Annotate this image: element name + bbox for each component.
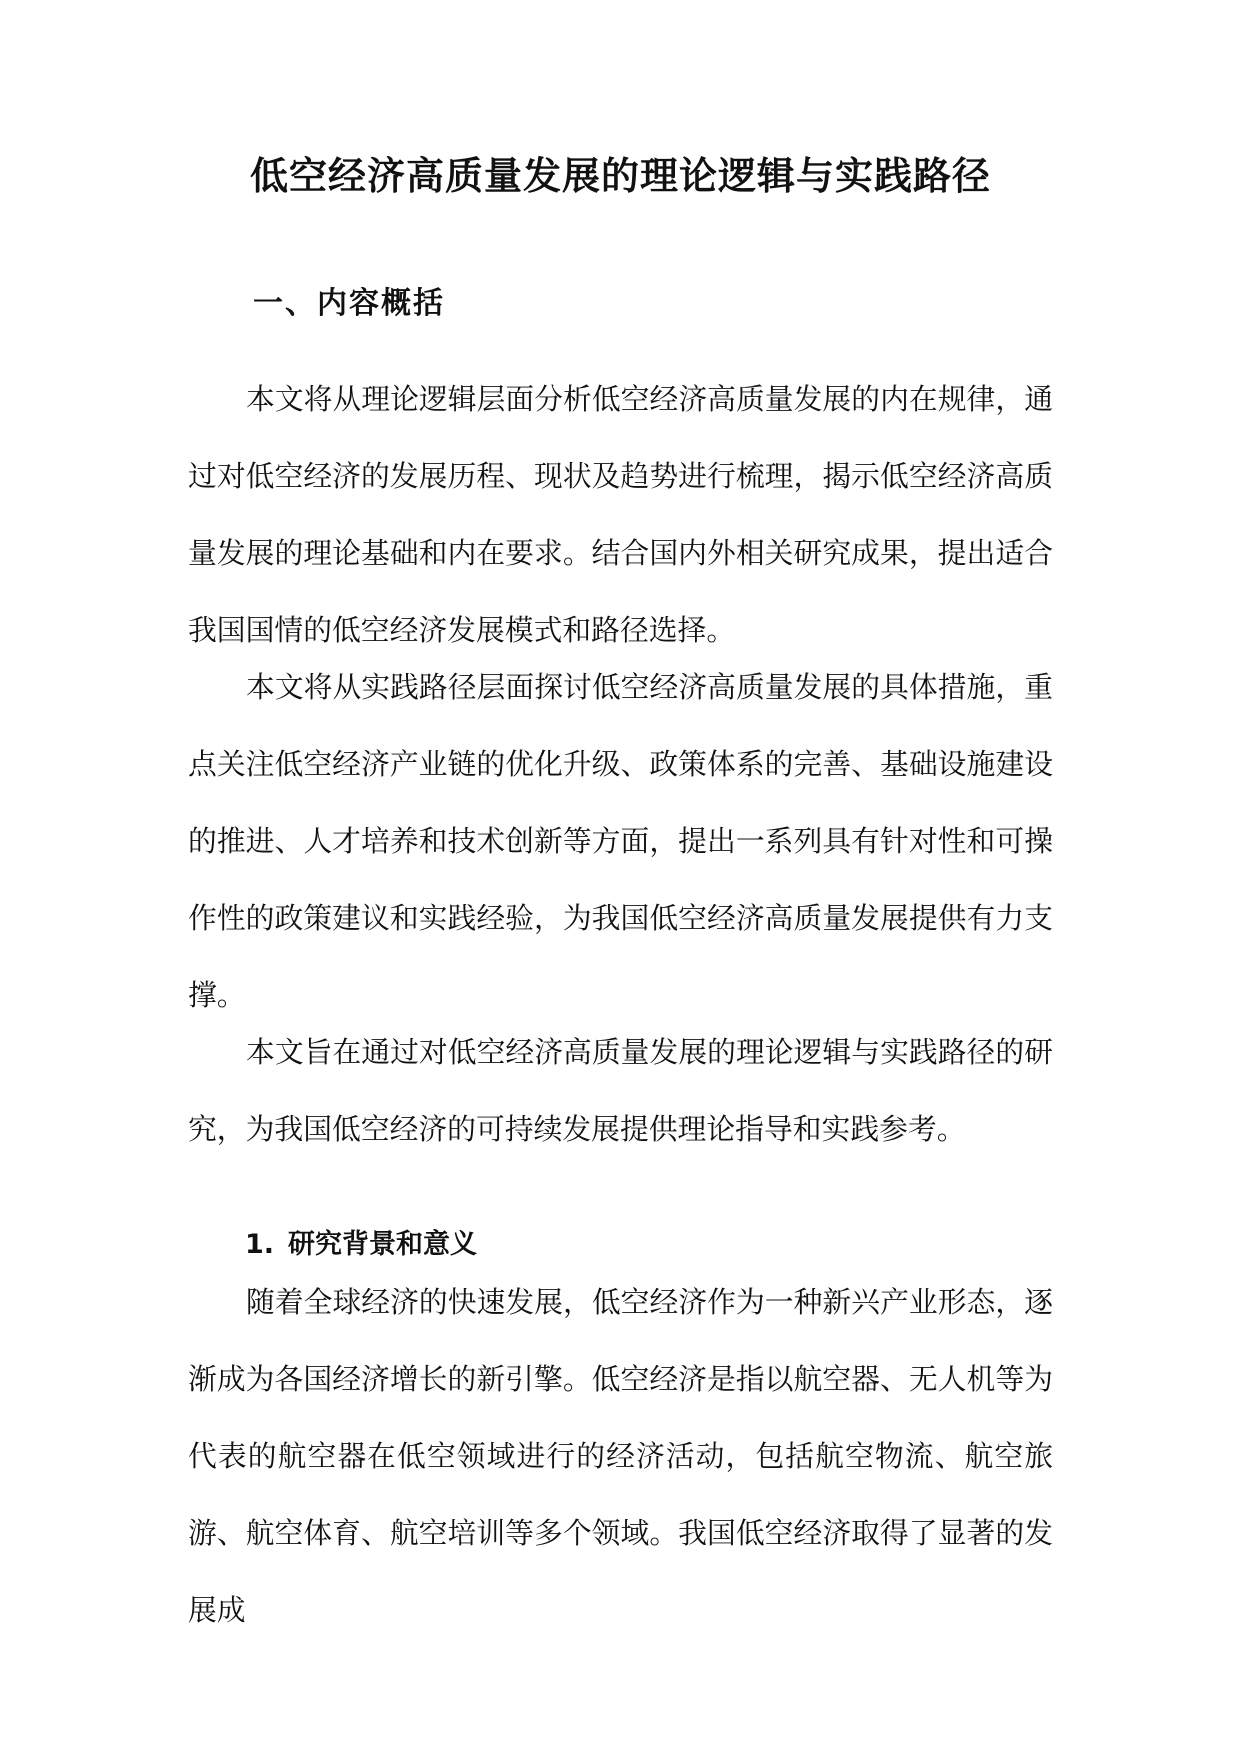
subsection-heading-background: [245, 1225, 477, 1265]
subsection-number: 1.: [245, 1229, 275, 1260]
paragraph: 本文旨在通过对低空经济高质量发展的理论逻辑与实践路径的研究，为我国低空经济的可持续发展提供理论指导和实践参考。: [188, 1035, 1053, 1146]
document-title: 低空经济高质量发展的理论逻辑与实践路径: [249, 154, 991, 198]
paragraph: 本文将从理论逻辑层面分析低空经济高质量发展的内在规律，通过对低空经济的发展历程、现状及趋势进行梳理，揭示低空经济高质量发展的理论基础和内在要求。结合国内外相关研究成果，提出适合我国国情的低空经济发展模式和路径选择。: [188, 382, 1053, 647]
paragraph: 本文将从实践路径层面探讨低空经济高质量发展的具体措施，重点关注低空经济产业链的优化升级、政策体系的完善、基础设施建设的推进、人才培养和技术创新等方面，提出一系列具有针对性和可操作性的政策建议和实践经验，为我国低空经济高质量发展提供有力支撑。: [188, 670, 1053, 1012]
section-heading-content-summary: 一、内容概括: [253, 286, 445, 321]
subsection-title: 研究背景和意义: [288, 1229, 478, 1260]
paragraph: 随着全球经济的快速发展，低空经济作为一种新兴产业形态，逐渐成为各国经济增长的新引擎。低空经济是指以航空器、无人机等为代表的航空器在低空领域进行的经济活动，包括航空物流、航空旅游、航空体育、航空培训等多个领域。我国低空经济取得了显著的发展成: [188, 1285, 1053, 1627]
